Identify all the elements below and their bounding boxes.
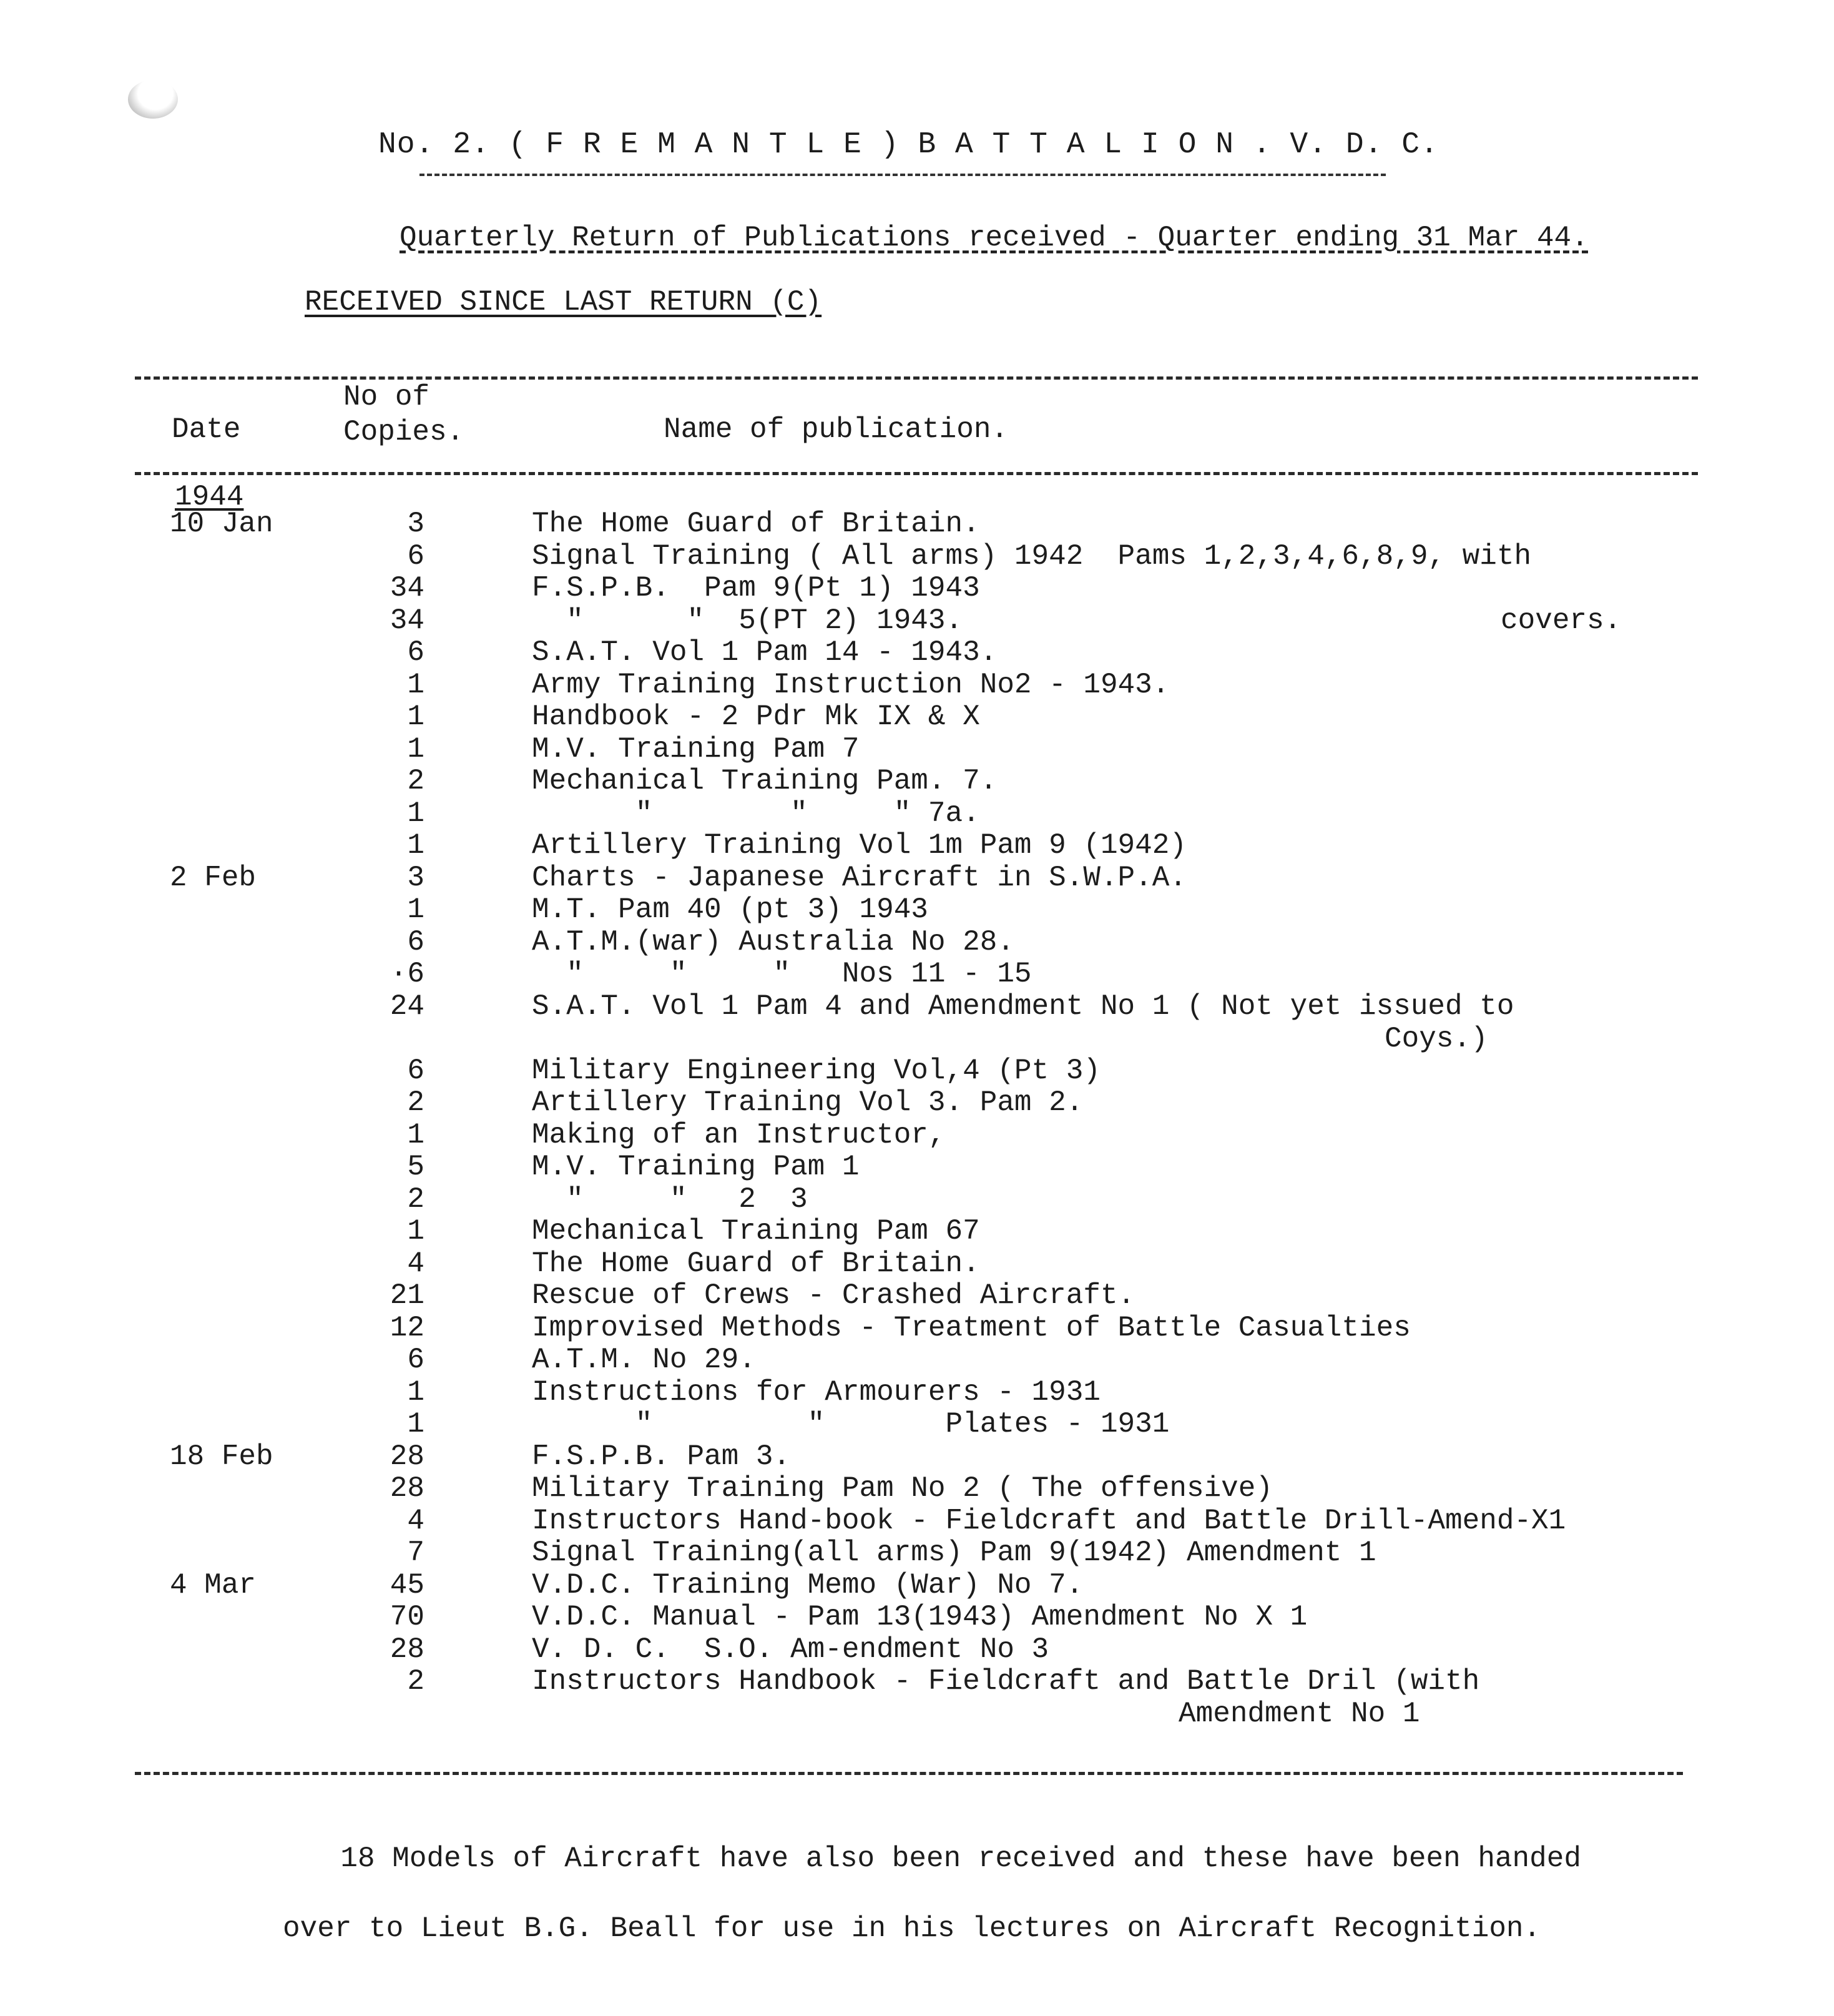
table-row <box>0 764 1834 798</box>
row-copies: ·6 <box>390 958 424 990</box>
row-copies: 6 <box>407 539 424 573</box>
row-publication-name: Instructors Handbook - Fieldcraft and Battle Dril (with <box>532 1665 1480 1698</box>
row-publication-name: Artillery Training Vol 1m Pam 9 (1942) <box>532 829 1187 862</box>
column-header-date: Date <box>172 413 241 446</box>
row-copies: 1 <box>407 893 424 926</box>
table-row <box>0 507 1834 541</box>
table-row <box>0 1118 1834 1152</box>
table-row <box>0 925 1834 959</box>
table-row <box>0 861 1834 895</box>
footer-line-1: 18 Models of Aircraft have also been received and these have been handed <box>340 1842 1581 1875</box>
row-copies: 6 <box>407 925 424 958</box>
row-publication-name: V. D. C. S.O. Am-endment No 3 <box>532 1633 1049 1666</box>
row-copies: 24 <box>390 990 424 1023</box>
table-row <box>0 1600 1834 1634</box>
table-row <box>0 1086 1834 1119</box>
row-copies: 1 <box>407 1408 424 1440</box>
row-date: 4 Mar <box>170 1568 257 1601</box>
row-publication-name: Handbook - 2 Pdr Mk IX & X <box>532 701 980 733</box>
table-row <box>0 1504 1834 1538</box>
row-copies: 7 <box>407 1537 424 1569</box>
table-row <box>0 732 1834 766</box>
row-copies: 1 <box>407 668 424 701</box>
row-copies: 12 <box>390 1311 424 1344</box>
row-publication-name: Artillery Training Vol 3. Pam 2. <box>532 1086 1084 1119</box>
row-publication-name: Charts - Japanese Aircraft in S.W.P.A. <box>532 861 1187 894</box>
table-row <box>0 1440 1834 1473</box>
row-copies: 28 <box>390 1440 424 1473</box>
row-copies: 6 <box>407 1054 424 1087</box>
row-publication-name: The Home Guard of Britain. <box>532 1247 980 1280</box>
row-continuation: Amendment No 1 <box>1179 1698 1420 1730</box>
row-publication-name: Rescue of Crews - Crashed Aircraft. <box>532 1279 1135 1312</box>
row-continuation: Coys.) <box>1385 1022 1488 1055</box>
row-publication-name: S.A.T. Vol 1 Pam 4 and Amendment No 1 ( Not yet issued to <box>532 990 1514 1023</box>
row-publication-name: Military Training Pam No 2 ( The offensive) <box>532 1472 1273 1505</box>
row-publication-name: Military Engineering Vol,4 (Pt 3) <box>532 1054 1101 1087</box>
row-copies: 6 <box>407 1344 424 1376</box>
row-publication-name: F.S.P.B. Pam 9(Pt 1) 1943 <box>532 572 980 604</box>
row-publication-name: Instructions for Armourers - 1931 <box>532 1375 1101 1409</box>
row-copies: 3 <box>407 508 424 540</box>
table-row <box>0 990 1834 1055</box>
row-copies: 3 <box>407 861 424 894</box>
column-header-copies: No of Copies. <box>343 381 464 448</box>
column-header-name: Name of publication. <box>664 413 1009 446</box>
row-publication-name: A.T.M.(war) Australia No 28. <box>532 925 1014 958</box>
row-publication-name: M.V. Training Pam 7 <box>532 732 860 765</box>
table-row <box>0 829 1834 862</box>
row-date: 10 Jan <box>170 508 273 540</box>
row-copies: 1 <box>407 701 424 733</box>
document-title: No. 2. ( F R E M A N T L E ) B A T T A L I O N . V. D. C. <box>378 128 1439 162</box>
table-row <box>0 1247 1834 1281</box>
row-publication-name: F.S.P.B. Pam 3. <box>532 1440 791 1473</box>
row-publication-name: Mechanical Training Pam. 7. <box>532 765 998 797</box>
table-row <box>0 1375 1834 1409</box>
table-row <box>0 604 1834 637</box>
row-publication-name: Making of an Instructor, <box>532 1118 946 1151</box>
row-publication-name: Improvised Methods - Treatment of Battle Casualties <box>532 1311 1411 1344</box>
row-copies: 45 <box>390 1568 424 1601</box>
table-row <box>0 1150 1834 1184</box>
table-row <box>0 1536 1834 1570</box>
section-heading: RECEIVED SINCE LAST RETURN (C) <box>305 286 822 318</box>
row-copies: 5 <box>407 1151 424 1183</box>
row-copies: 1 <box>407 829 424 862</box>
row-copies: 1 <box>407 1118 424 1151</box>
row-publication-name: M.T. Pam 40 (pt 3) 1943 <box>532 893 928 926</box>
row-publication-name: V.D.C. Manual - Pam 13(1943) Amendment No X 1 <box>532 1601 1308 1633</box>
footer-note <box>272 1806 1581 2016</box>
row-copies: 4 <box>407 1504 424 1537</box>
table-row <box>0 1664 1834 1730</box>
row-copies: 70 <box>390 1601 424 1633</box>
table-row <box>0 1311 1834 1345</box>
row-publication-name: S.A.T. Vol 1 Pam 14 - 1943. <box>532 636 998 669</box>
row-copies: 34 <box>390 604 424 637</box>
footer-line-2: over to Lieut B.G. Beall for use in his lectures on Aircraft Recognition. <box>283 1912 1541 1945</box>
row-copies: 2 <box>407 1665 424 1698</box>
table-row <box>0 668 1834 702</box>
row-copies: 1 <box>407 732 424 765</box>
table-row <box>0 539 1834 573</box>
row-copies: 1 <box>407 1215 424 1247</box>
row-copies: 1 <box>407 1375 424 1409</box>
table-row <box>0 1633 1834 1666</box>
table-row <box>0 1407 1834 1441</box>
row-publication-name: Signal Training ( All arms) 1942 Pams 1,2,3,4,6,8,9, with <box>532 539 1532 573</box>
table-row <box>0 1472 1834 1505</box>
row-date: 18 Feb <box>170 1440 273 1473</box>
table-row <box>0 797 1834 830</box>
row-publication-name: V.D.C. Training Memo (War) No 7. <box>532 1568 1084 1601</box>
row-publication-name: The Home Guard of Britain. <box>532 508 980 540</box>
row-publication-name: " " " 7a. <box>532 797 980 830</box>
row-publication-name: " " Plates - 1931 <box>532 1408 1170 1440</box>
row-publication-name: Army Training Instruction No2 - 1943. <box>532 668 1170 701</box>
table-row <box>0 1214 1834 1248</box>
row-publication-name: M.V. Training Pam 1 <box>532 1151 860 1183</box>
row-copies: 2 <box>407 1086 424 1119</box>
table-row <box>0 700 1834 734</box>
row-copies: 2 <box>407 1183 424 1216</box>
row-copies: 34 <box>390 572 424 604</box>
table-row <box>0 636 1834 669</box>
table-row <box>0 1054 1834 1088</box>
table-bottom-rule <box>135 1772 1683 1775</box>
row-copies: 4 <box>407 1247 424 1280</box>
table-row <box>0 1279 1834 1312</box>
year-label: 1944 <box>175 481 244 513</box>
row-copies: 1 <box>407 797 424 830</box>
document-subtitle: Quarterly Return of Publications received - Quarter ending 31 Mar 44. <box>400 222 1589 254</box>
row-copies: 2 <box>407 765 424 797</box>
row-date: 2 Feb <box>170 861 257 894</box>
row-publication-name: Signal Training(all arms) Pam 9(1942) Amendment 1 <box>532 1537 1376 1569</box>
row-publication-name: " " 5(PT 2) 1943. <box>532 604 963 637</box>
table-row <box>0 1568 1834 1602</box>
row-publication-name: Mechanical Training Pam 67 <box>532 1215 980 1247</box>
table-row <box>0 957 1834 991</box>
row-publication-name: Instructors Hand-book - Fieldcraft and Battle Drill-Amend-X1 <box>532 1504 1566 1537</box>
row-copies: 28 <box>390 1633 424 1666</box>
row-copies: 21 <box>390 1279 424 1312</box>
row-publication-name: " " 2 3 <box>532 1183 808 1216</box>
row-publication-name: A.T.M. No 29. <box>532 1344 756 1376</box>
row-publication-name: " " " Nos 11 - 15 <box>532 958 1032 990</box>
row-copies: 6 <box>407 636 424 669</box>
row-continuation: covers. <box>1501 604 1622 637</box>
table-row <box>0 893 1834 927</box>
row-copies: 28 <box>390 1472 424 1505</box>
table-row <box>0 1343 1834 1377</box>
table-row <box>0 1183 1834 1216</box>
